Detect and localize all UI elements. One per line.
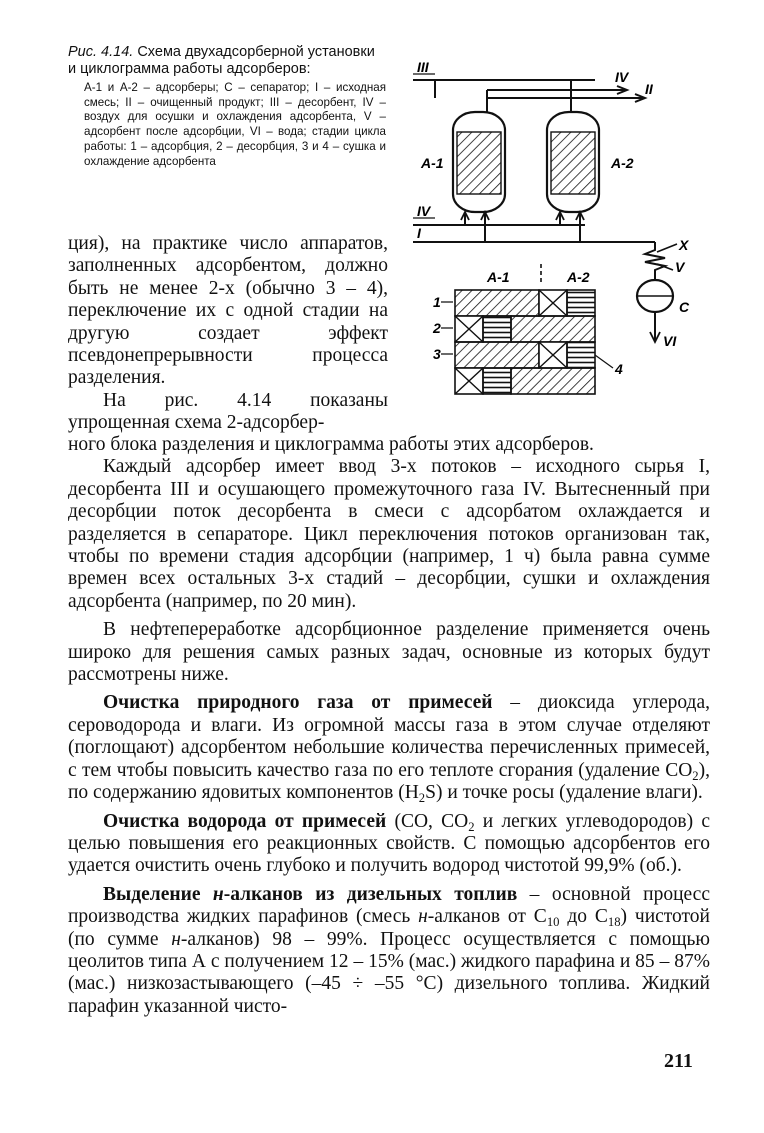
figure-caption — [68, 44, 386, 169]
stream-label-iii: III — [417, 59, 429, 75]
paragraph-n-alkanes: Выделение н-алканов из дизельных топлив – основной процесс производства жидких парафинов (смесь н-алканов от $C_{10}$ до $C_{18}$) чистотой (по сумме н-алканов) 98 – 99%. Процесс осуществляется с помощью цеолитов типа А с получением 12 – 15% (мас.) жидкого парафина и 85 – 87% (мас.) низкозастывающего (–45 ÷ –55 °C) дизельного топлива. Жидкий парафин указанной чисто- — [68, 883, 711, 1017]
cyclogram-grid — [455, 290, 595, 394]
cyclogram-a2-label: А-2 — [567, 269, 590, 285]
stream-label-iv-top: IV — [615, 69, 629, 85]
cyclogram-a1-label: А-1 — [487, 269, 510, 285]
adsorber-a1-label: А-1 — [421, 155, 444, 171]
paragraph-figure-reference-end: ного блока разделения и циклограмма работы этих адсорберов. — [68, 434, 594, 455]
stage-label-2: 2 — [433, 320, 441, 336]
stage-label-1: 1 — [433, 294, 441, 310]
stage-label-3: 3 — [433, 346, 441, 362]
stream-label-v: V — [675, 259, 685, 275]
adsorber-a2-label: А-2 — [611, 155, 634, 171]
stream-label-ii: II — [645, 81, 653, 97]
caption-legend: А-1 и А-2 – адсорберы; С – сепаратор; I – исходная смесь; II – очищенный продукт; III – десорбент, IV – воздух для осушки и охлаждения адсорбента, V – адсорбент после адсорбции, VI – вода; стадии цикла работы: 1 – адсорбция, 2 – десорбция, 3 и 4 – сушка и охлаждение адсорбента — [84, 81, 386, 168]
separator-label: С — [679, 299, 690, 315]
stream-label-x: X — [679, 237, 689, 253]
cooler-coil — [645, 242, 665, 280]
heading-natural-gas: Очистка природного газа от примесей — [103, 692, 493, 714]
caption-title-text: Схема двухадсорберной установки и циклограмма работы адсорберов: — [68, 44, 375, 77]
paragraph-figure-reference-start: На рис. 4.14 показаны упрощенная схема 2-адсорбер- — [68, 389, 388, 434]
adsorber-a2-bed — [551, 132, 595, 194]
adsorber-a1-bed — [457, 132, 501, 194]
paragraph-hydrogen-purification: Очистка водорода от примесей (CO, $CO_2$ и легких углеводородов) с целью повышения его реакционных свойств. С помощью адсорбентов его удается очистить очень глубоко и получить водород чистотой 99,9% (об.). — [68, 810, 711, 877]
stream-label-i: I — [417, 225, 421, 241]
paragraph-natural-gas-purification: Очистка природного газа от примесей – диоксида углерода, сероводорода и влаги. Из огромной массы газа в этом случае отделяют (поглощают) адсорбентом небольшие количества перечисленных примесей, с тем чтобы повысить качество газа по его теплоте сгорания (удаление $CO_2$), по содержанию ядовитых компонентов $(H_2S)$ и точке росы (удаление влаги). — [68, 692, 711, 805]
heading-hydrogen: Очистка водорода от примесей — [103, 810, 387, 832]
page-number: 211 — [664, 1050, 693, 1072]
paragraph-adsorber-streams: Каждый адсорбер имеет ввод 3-х потоков – исходного сырья I, десорбента III и осушающего промежуточного газа IV. Вытесненный при десорбции поток десорбента в смеси с адсорбатом охлаждается и разделяется в сепараторе. Цикл переключения потоков организован так, чтобы по времени стадия адсорбции (например, 1 ч) была равна сумме времен всех остальных 3-х стадий – десорбции, сушки и охлаждения адсорбента (например, по 20 мин). — [68, 456, 710, 612]
stage-4-leader — [595, 355, 613, 368]
stream-label-vi: VI — [663, 333, 677, 349]
stream-label-iv-bottom: IV — [417, 203, 431, 219]
adsorber-scheme-figure — [395, 50, 695, 410]
stage-label-leaders — [441, 302, 453, 354]
figure-label: Рис. 4.14. — [68, 44, 134, 60]
caption-title — [68, 44, 386, 78]
feed-arrows — [461, 212, 584, 220]
side-text-column — [68, 233, 388, 435]
cooler-cw-line — [657, 244, 677, 252]
paragraph-refining-applications: В нефтепереработке адсорбционное разделение применяется очень широко для решения самых разных задач, основные из которых будут рассмотрены ниже. — [68, 619, 710, 686]
main-text-column — [68, 434, 710, 1018]
paragraph-continuation: ция), на практике число аппаратов, заполненных адсорбентом, должно быть не менее 2-х (обычно 3 – 4), переключение их с одной стадии на другую создает эффект псевдонепрерывности процесса разделения. — [68, 233, 388, 389]
stage-label-4: 4 — [615, 361, 623, 377]
heading-n-alkanes: Выделение н-алканов из дизельных топлив — [103, 883, 518, 905]
adsorber-top-connections — [487, 90, 571, 112]
